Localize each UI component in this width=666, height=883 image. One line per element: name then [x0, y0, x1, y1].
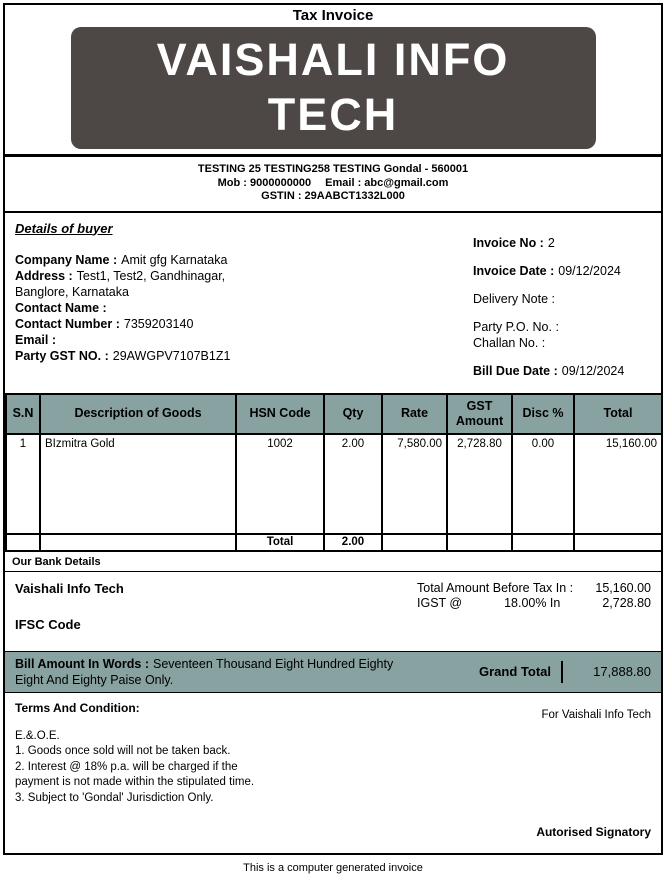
igst-rate: 18.00% In — [504, 595, 561, 610]
challan-line: Challan No. : — [473, 335, 546, 350]
invoice-date-label: Invoice Date : — [473, 263, 555, 278]
bank-name-block — [15, 581, 124, 651]
items-table-header-row — [6, 394, 662, 434]
invoice-no-value: 2 — [547, 235, 555, 250]
authorised-signatory-text: Autorised Signatory — [536, 825, 651, 839]
item-hsn: 1002 — [236, 434, 324, 534]
buyer-gst-label: Party GST NO. : — [15, 348, 109, 363]
bank-name: Vaishali Info Tech — [15, 580, 124, 596]
buyer-address-line — [15, 268, 258, 300]
invoice-meta-block — [473, 221, 651, 393]
item-description: BIzmitra Gold — [40, 434, 236, 534]
company-logo-text: VAISHALI INFO TECH — [156, 34, 510, 140]
total-before-tax-label: Total Amount Before Tax In : — [417, 580, 574, 595]
invoice-date-value: 09/12/2024 — [558, 263, 621, 278]
total-row-disc — [512, 534, 574, 551]
col-header-description: Description of Goods — [40, 394, 236, 434]
grand-total-bar — [5, 651, 661, 693]
buyer-email-line — [15, 332, 258, 348]
item-sn: 1 — [6, 434, 40, 534]
item-total: 15,160.00 — [574, 434, 662, 534]
buyer-contact-name-label: Contact Name : — [15, 300, 107, 315]
terms-block — [15, 701, 267, 840]
terms-line-2: 2. Interest @ 18% p.a. will be charged if the payment is not made within the stipulated time. — [15, 760, 255, 788]
igst-label: IGST @ — [417, 595, 463, 610]
ifsc-code-label: IFSC Code — [15, 616, 81, 632]
bank-section — [5, 572, 661, 651]
col-header-gst-amount: GST Amount — [447, 394, 512, 434]
seller-contact-line — [5, 177, 661, 191]
total-row-qty: 2.00 — [324, 534, 382, 551]
col-header-sn: S.N — [6, 394, 40, 434]
col-header-hsn: HSN Code — [236, 394, 324, 434]
buyer-contact-number-label: Contact Number : — [15, 316, 120, 331]
company-logo — [71, 27, 596, 149]
item-rate: 7,580.00 — [382, 434, 447, 534]
seller-info-block — [5, 157, 661, 213]
buyer-section — [5, 213, 661, 393]
bill-due-line — [473, 363, 651, 379]
seller-gstin: GSTIN : 29AABCT1332L000 — [261, 190, 405, 202]
buyer-contact-name-line — [15, 300, 258, 316]
igst-row — [417, 596, 651, 611]
item-disc: 0.00 — [512, 434, 574, 534]
computer-generated-note: This is a computer generated invoice — [243, 862, 423, 874]
seller-address-line: TESTING 25 TESTING258 TESTING Gondal - 560001 — [197, 163, 469, 175]
amount-in-words-label: Bill Amount In Words : — [15, 656, 150, 671]
total-row-description — [40, 534, 236, 551]
invoice-date-line — [473, 263, 651, 279]
delivery-note-line: Delivery Note : — [473, 291, 555, 306]
invoice-no-line — [473, 235, 651, 251]
item-qty: 2.00 — [324, 434, 382, 534]
amount-in-words — [15, 656, 413, 688]
total-row-sn — [6, 534, 40, 551]
buyer-email-label: Email : — [15, 332, 56, 347]
grand-total-value: 17,888.80 — [593, 664, 651, 679]
terms-line-1: 1. Goods once sold will not be taken back. — [15, 745, 231, 757]
seller-email: Email : abc@gmail.com — [325, 176, 449, 189]
col-header-rate: Rate — [382, 394, 447, 434]
terms-line-eoe: E.&.O.E. — [15, 729, 60, 742]
signature-block — [536, 701, 651, 840]
grand-total-group — [479, 661, 651, 683]
amount-in-words-value: Seventeen Thousand Eight Hundred Eighty Eight And Eighty Paise Only. — [15, 656, 394, 687]
buyer-contact-number-value: 7359203140 — [123, 316, 194, 331]
bank-details-bar: Our Bank Details — [5, 552, 661, 572]
for-company-text: For Vaishali Info Tech — [541, 708, 651, 721]
bill-due-label: Bill Due Date : — [473, 363, 558, 378]
total-row-total — [574, 534, 662, 551]
document-title: Tax Invoice — [292, 7, 374, 24]
buyer-details-block — [15, 221, 258, 393]
terms-title: Terms And Condition: — [15, 700, 140, 715]
invoice-no-label: Invoice No : — [473, 235, 544, 250]
col-header-qty: Qty — [324, 394, 382, 434]
item-row — [6, 434, 662, 534]
buyer-address-label: Address : — [15, 268, 73, 283]
buyer-gst-line — [15, 348, 258, 364]
col-header-total: Total — [574, 394, 662, 434]
total-row-gst — [447, 534, 512, 551]
total-before-tax-row — [417, 581, 651, 596]
items-table — [5, 393, 663, 552]
party-po-line: Party P.O. No. : — [473, 319, 559, 334]
buyer-company-name-line — [15, 252, 258, 268]
invoice-page — [3, 3, 663, 855]
total-row-rate — [382, 534, 447, 551]
igst-value: 2,728.80 — [602, 595, 651, 610]
items-total-row — [6, 534, 662, 551]
buyer-address-value: Test1, Test2, Gandhinagar, Banglore, Karnataka — [15, 268, 226, 299]
buyer-company-name-value: Amit gfg Karnataka — [121, 252, 228, 267]
buyer-section-title: Details of buyer — [15, 220, 113, 236]
grand-total-divider — [561, 661, 563, 683]
grand-total-label: Grand Total — [479, 664, 551, 679]
terms-section — [5, 693, 661, 854]
terms-line-3: 3. Subject to 'Gondal' Jurisdiction Only. — [15, 791, 214, 804]
tax-totals-block — [417, 581, 651, 651]
total-before-tax-value: 15,160.00 — [595, 580, 651, 595]
col-header-disc: Disc % — [512, 394, 574, 434]
bill-due-value: 09/12/2024 — [561, 363, 625, 378]
item-gst-amount: 2,728.80 — [447, 434, 512, 534]
buyer-gst-value: 29AWGPV7107B1Z1 — [112, 348, 231, 363]
seller-mobile: Mob : 9000000000 — [217, 176, 312, 189]
buyer-company-name-label: Company Name : — [15, 252, 118, 267]
total-row-label: Total — [236, 534, 324, 551]
buyer-contact-number-line — [15, 316, 258, 332]
